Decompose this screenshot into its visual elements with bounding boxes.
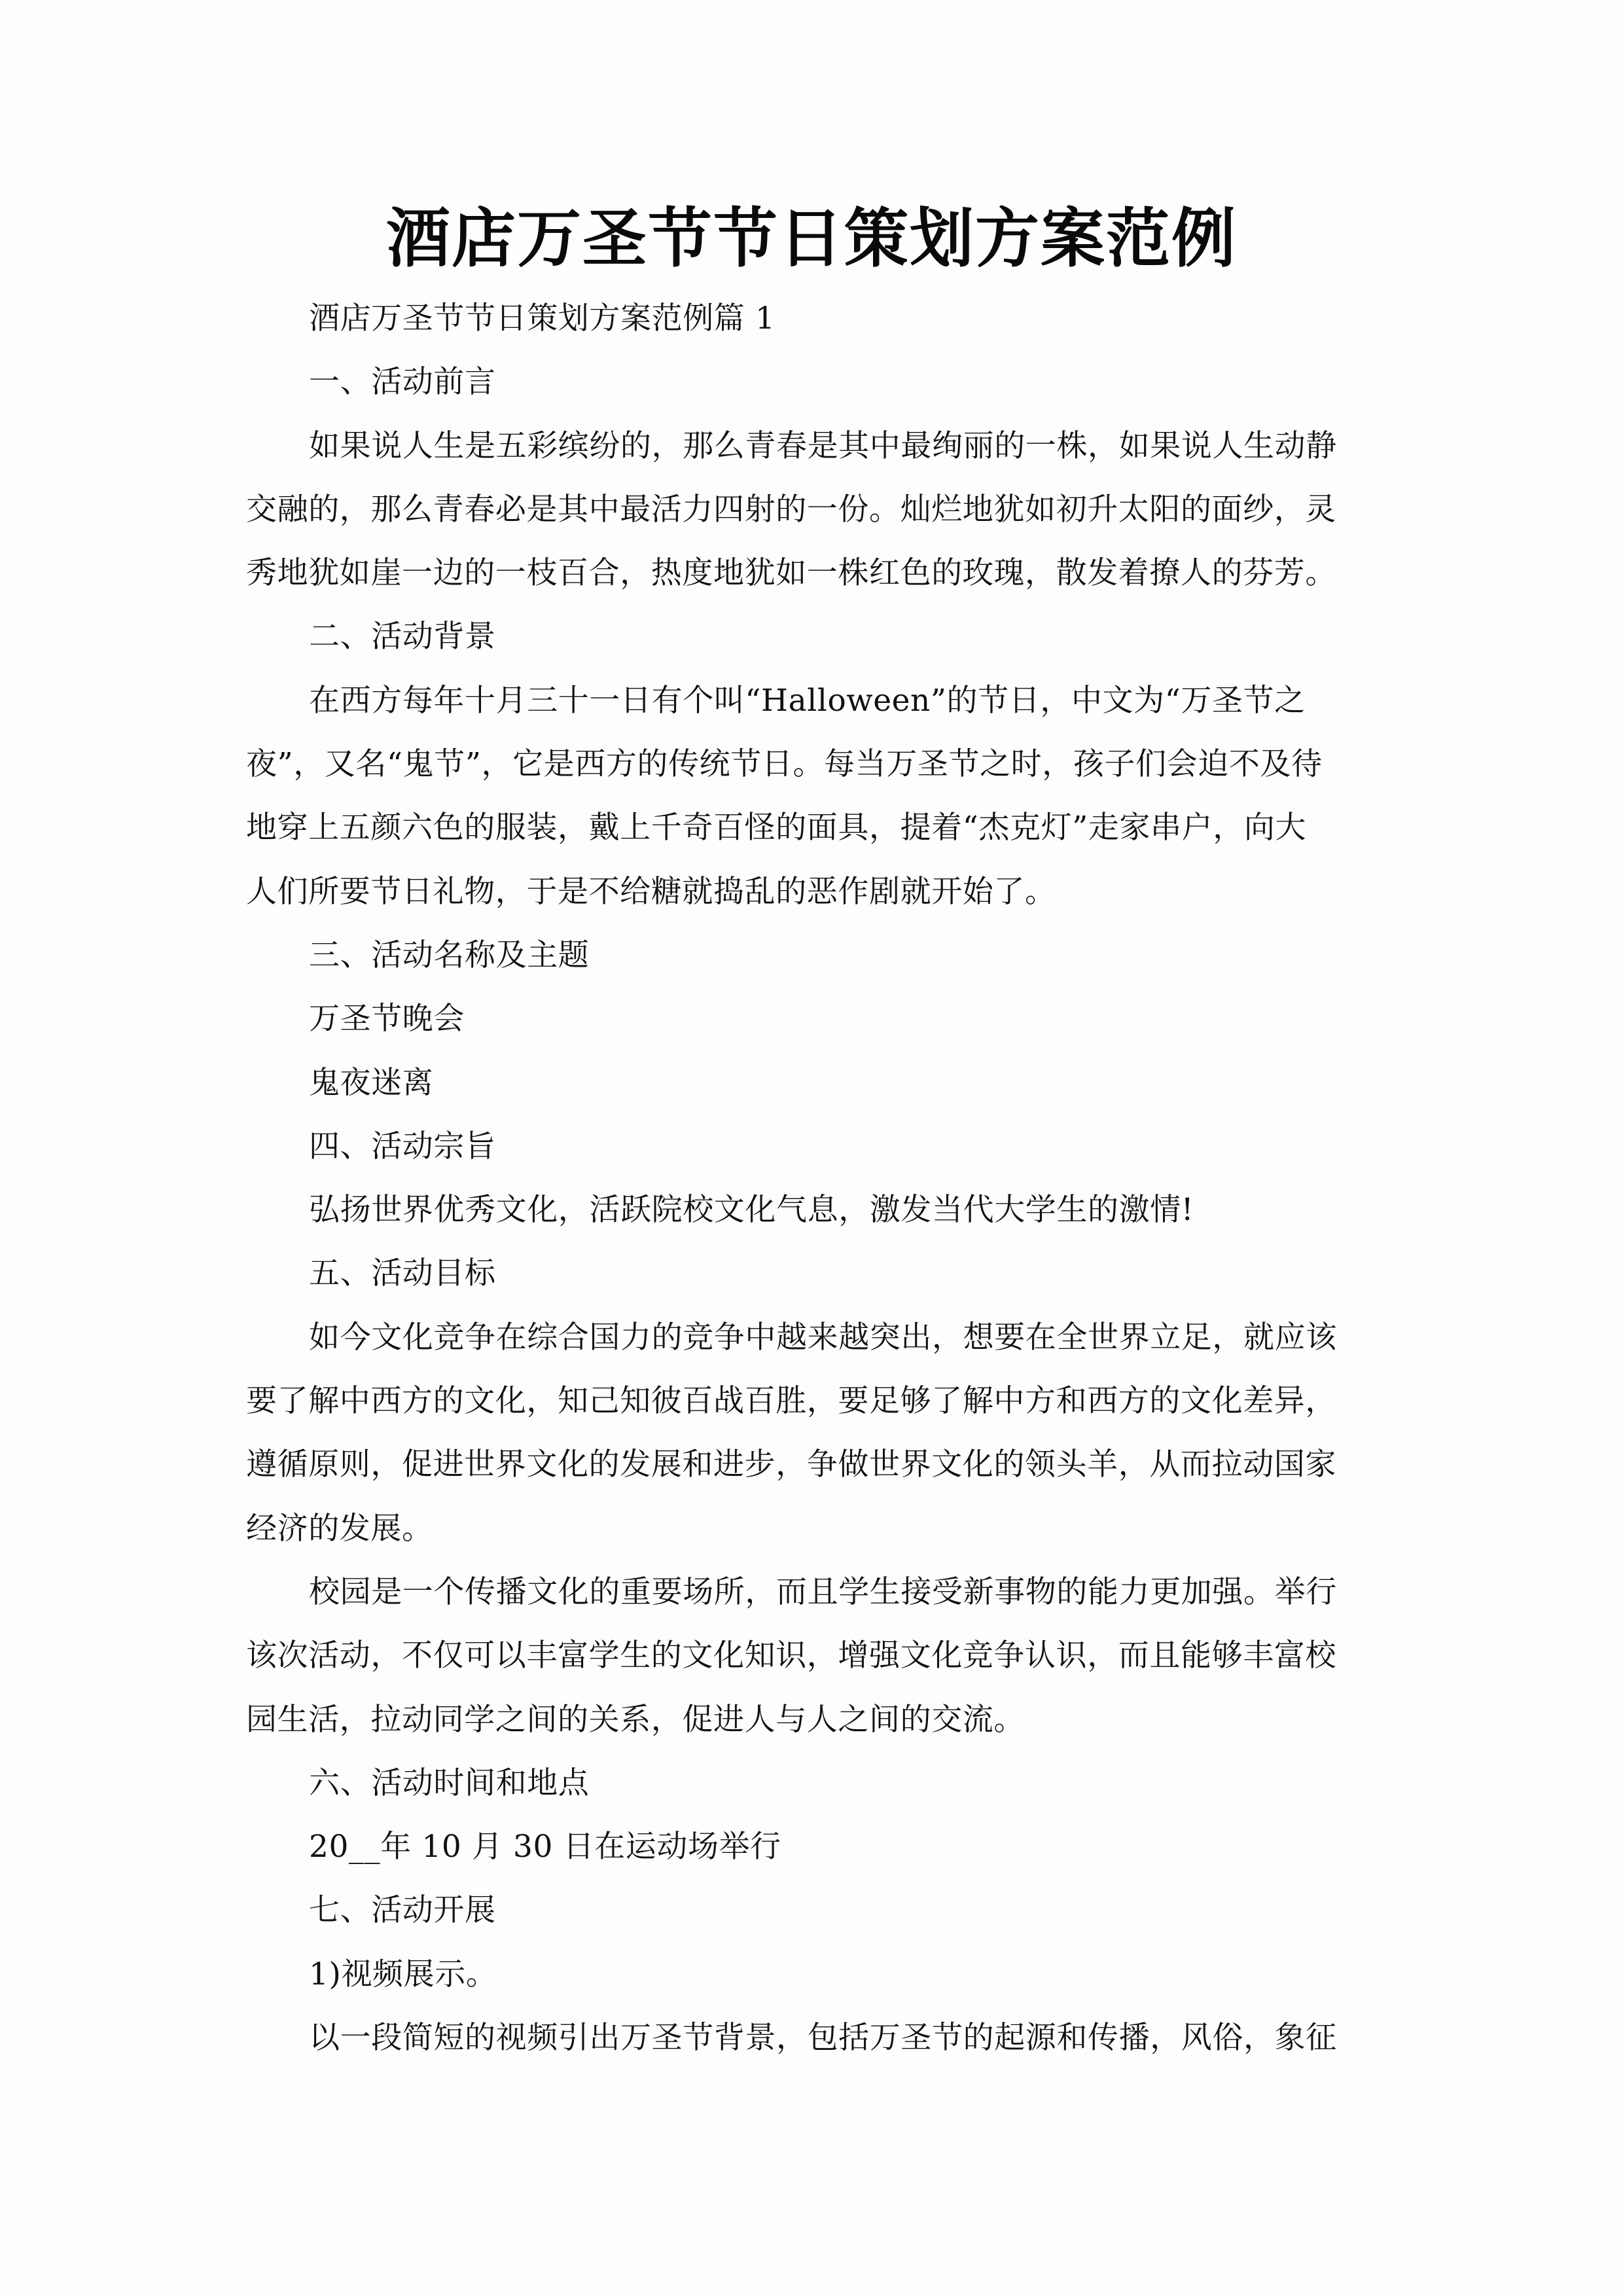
paragraph-line: 经济的发展。: [246, 1510, 433, 1547]
paragraph-line: 交融的，那么青春必是其中最活力四射的一份。灿烂地犹如初升太阳的面纱，灵: [246, 491, 1336, 528]
section-heading-name-theme: 三、活动名称及主题: [309, 937, 590, 973]
section-heading-preface: 一、活动前言: [309, 364, 496, 401]
section-heading-goals: 五、活动目标: [309, 1255, 496, 1292]
subtitle-line: 酒店万圣节节日策划方案范例篇 1: [309, 300, 776, 336]
section-heading-background: 二、活动背景: [309, 619, 496, 655]
paragraph-line: 该次活动，不仅可以丰富学生的文化知识，增强文化竞争认识，而且能够丰富校: [246, 1638, 1336, 1674]
paragraph-line: 在西方每年十月三十一日有个叫“Halloween”的节日，中文为“万圣节之: [309, 682, 1306, 719]
paragraph-line: 人们所要节日礼物，于是不给糖就捣乱的恶作剧就开始了。: [246, 873, 1056, 910]
paragraph-line: 校园是一个传播文化的重要场所，而且学生接受新事物的能力更加强。举行: [309, 1573, 1337, 1610]
document-title: 酒店万圣节节日策划方案范例: [385, 201, 1237, 276]
document-body: [246, 287, 1385, 2070]
paragraph-line: 如今文化竞争在综合国力的竞争中越来越突出，想要在全世界立足，就应该: [309, 1319, 1337, 1355]
section-heading-purpose: 四、活动宗旨: [309, 1128, 496, 1164]
paragraph-line: 秀地犹如崖一边的一枝百合，热度地犹如一株红色的玫瑰，散发着撩人的芬芳。: [246, 555, 1336, 592]
paragraph-line: 园生活，拉动同学之间的关系，促进人与人之间的交流。: [246, 1701, 1025, 1738]
paragraph-line: 20__年 10 月 30 日在运动场举行: [309, 1829, 781, 1865]
paragraph-line: 万圣节晚会: [309, 1001, 465, 1037]
paragraph-line: 地穿上五颜六色的服装，戴上千奇百怪的面具，提着“杰克灯”走家串户，向大: [246, 810, 1307, 846]
section-heading-time-place: 六、活动时间和地点: [309, 1765, 590, 1801]
list-item-video: 1)视频展示。: [309, 1956, 497, 1992]
paragraph-line: 鬼夜迷离: [309, 1064, 434, 1101]
paragraph-line: 遵循原则，促进世界文化的发展和进步，争做世界文化的领头羊，从而拉动国家: [246, 1446, 1336, 1483]
paragraph-line: 要了解中西方的文化，知己知彼百战百胜，要足够了解中方和西方的文化差异，: [246, 1383, 1336, 1420]
section-heading-activities: 七、活动开展: [309, 1892, 496, 1929]
paragraph-line: 夜”，又名“鬼节”，它是西方的传统节日。每当万圣节之时，孩子们会迫不及待: [246, 746, 1323, 783]
paragraph-line: 以一段简短的视频引出万圣节背景，包括万圣节的起源和传播，风俗，象征: [309, 2020, 1337, 2056]
paragraph-line: 如果说人生是五彩缤纷的，那么青春是其中最绚丽的一株，如果说人生动静: [309, 427, 1337, 464]
paragraph-line: 弘扬世界优秀文化，活跃院校文化气息，激发当代大学生的激情!: [309, 1192, 1194, 1229]
